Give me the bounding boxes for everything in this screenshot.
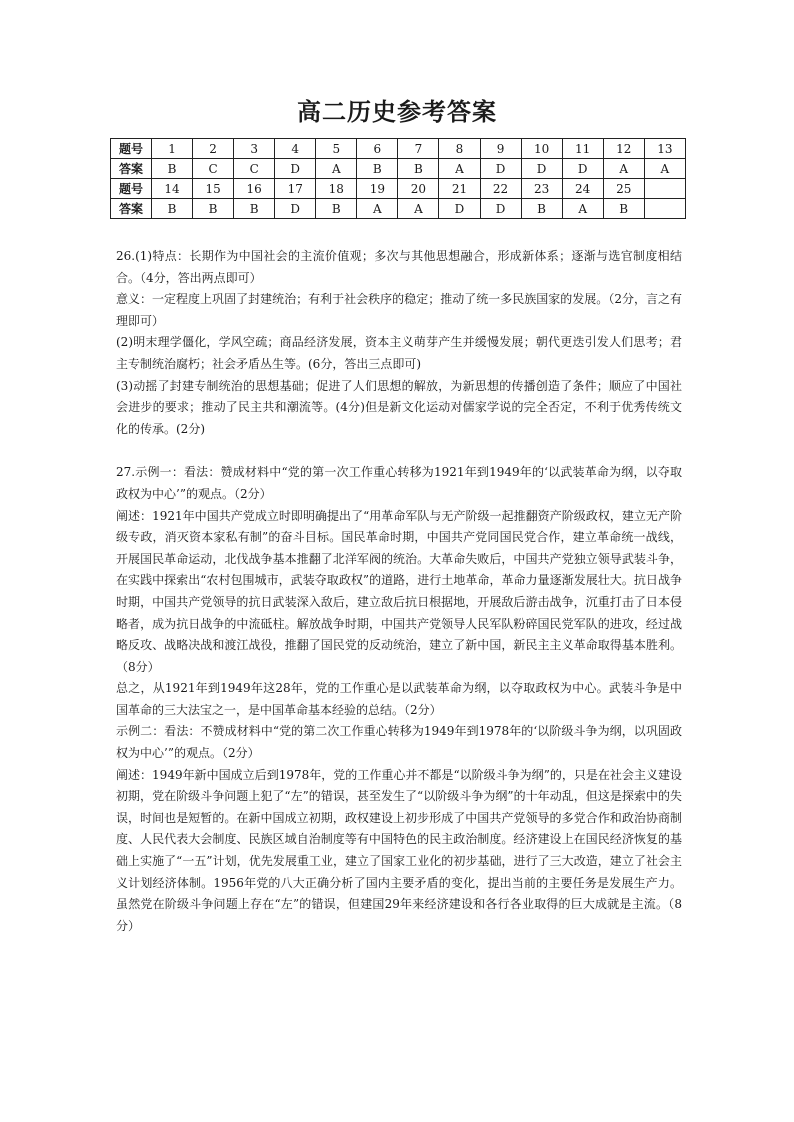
page-title: 高二历史参考答案 bbox=[297, 98, 497, 126]
answer-cell: D bbox=[562, 159, 603, 179]
answer-table-row bbox=[111, 179, 686, 199]
answer-cell: A bbox=[439, 159, 480, 179]
answer-cell: A bbox=[562, 199, 603, 219]
answer-table bbox=[110, 138, 686, 219]
answer-table-row bbox=[111, 159, 686, 179]
answer-cell: 7 bbox=[398, 139, 439, 159]
answer-cell: 3 bbox=[234, 139, 275, 159]
answer-paragraph: (3)动摇了封建专制统治的思想基础；促进了人们思想的解放，为新思想的传播创造了条件；顺应了中国社会进步的要求；推动了民主共和潮流等。(4分)但是新文化运动对儒家学说的完全否定，不利于优秀传统文化的传承。(2分) bbox=[116, 378, 682, 436]
answer-cell: 6 bbox=[357, 139, 398, 159]
answer-cell: 25 bbox=[603, 179, 644, 199]
answer-cell: C bbox=[193, 159, 234, 179]
answer-cell: 8 bbox=[439, 139, 480, 159]
answer-paragraph: 示例二：看法：不赞成材料中“党的第二次工作重心转移为1949年到1978年的‘以阶级斗争为纲，以巩固政权为中心’”的观点。（2分） bbox=[116, 724, 682, 761]
row-header: 答案 bbox=[111, 159, 152, 179]
row-header: 答案 bbox=[111, 199, 152, 219]
answer-cell: A bbox=[398, 199, 439, 219]
answer-cell: 20 bbox=[398, 179, 439, 199]
section-gap bbox=[116, 440, 682, 462]
answer-cell: B bbox=[316, 199, 357, 219]
answer-cell: 24 bbox=[562, 179, 603, 199]
answer-cell: 10 bbox=[521, 139, 562, 159]
answer-cell: B bbox=[234, 199, 275, 219]
answer-cell: B bbox=[152, 159, 193, 179]
answer-cell: D bbox=[480, 199, 521, 219]
answer-cell: 19 bbox=[357, 179, 398, 199]
answer-cell: 22 bbox=[480, 179, 521, 199]
answer-cell: D bbox=[439, 199, 480, 219]
answer-cell: 13 bbox=[644, 139, 685, 159]
answer-explanations bbox=[116, 246, 682, 937]
answer-paragraph: 总之，从1921年到1949年这28年，党的工作重心是以武装革命为纲，以夺取政权为中心。武装斗争是中国革命的三大法宝之一，是中国革命基本经验的总结。（2分） bbox=[116, 681, 682, 717]
answer-cell: D bbox=[521, 159, 562, 179]
answer-cell: 5 bbox=[316, 139, 357, 159]
answer-cell: 2 bbox=[193, 139, 234, 159]
row-header: 题号 bbox=[111, 139, 152, 159]
answer-paragraph: 阐述：1921年中国共产党成立时即明确提出了“用革命军队与无产阶级一起推翻资产阶级政权，建立无产阶级专政，消灭资本家私有制”的奋斗目标。国民革命时期，中国共产党同国民党合作，建立革命统一战线，开展国民革命运动，北伐战争基本推翻了北洋军阀的统治。大革命失败后，中国共产党独立领导武装斗争，在实践中探索出“农村包围城市，武装夺取政权”的道路，进行土地革命，革命力量逐渐发展壮大。抗日战争时期，中国共产党领导的抗日武装深入敌后，建立敌后抗日根据地，开展敌后游击战争，沉重打击了日本侵略者，成为抗日战争的中流砥柱。解放战争时期，中国共产党领导人民军队粉碎国民党军队的进攻，经过战略反攻、战略决战和渡江战役，推翻了国民党的反动统治，建立了新中国，新民主主义革命取得基本胜利。（8分） bbox=[116, 508, 682, 674]
answer-cell: A bbox=[644, 159, 685, 179]
answer-cell: D bbox=[480, 159, 521, 179]
answer-cell: 17 bbox=[275, 179, 316, 199]
answer-paragraph: 阐述：1949年新中国成立后到1978年，党的工作重心并不都是“以阶级斗争为纲”的，只是在社会主义建设初期，党在阶级斗争问题上犯了“左”的错误，甚至发生了“以阶级斗争为纲”的十年动乱，但这是探索中的失误，时间也是短暂的。在新中国成立初期，政权建设上初步形成了中国共产党领导的多党合作和政治协商制度、人民代表大会制度、民族区域自治制度等有中国特色的民主政治制度。经济建设上在国民经济恢复的基础上实施了“一五”计划，优先发展重工业，建立了国家工业化的初步基础，进行了三大改造，建立了社会主义计划经济体制。1956年党的八大正确分析了国内主要矛盾的变化，提出当前的主要任务是发展生产力。虽然党在阶级斗争问题上存在“左”的错误，但建国29年来经济建设和各行各业取得的巨大成就是主流。（8分） bbox=[116, 767, 682, 933]
answer-cell: D bbox=[275, 199, 316, 219]
answer-cell: 9 bbox=[480, 139, 521, 159]
answer-cell: 15 bbox=[193, 179, 234, 199]
answer-cell: 4 bbox=[275, 139, 316, 159]
answer-table-row bbox=[111, 139, 686, 159]
answer-cell: B bbox=[521, 199, 562, 219]
answer-cell: B bbox=[398, 159, 439, 179]
answer-cell: B bbox=[193, 199, 234, 219]
answer-cell bbox=[644, 179, 685, 199]
answer-cell: 21 bbox=[439, 179, 480, 199]
answer-cell: D bbox=[275, 159, 316, 179]
answer-cell: A bbox=[316, 159, 357, 179]
answer-cell: 14 bbox=[152, 179, 193, 199]
answer-cell: B bbox=[357, 159, 398, 179]
answer-cell: A bbox=[357, 199, 398, 219]
answer-cell: 18 bbox=[316, 179, 357, 199]
answer-cell: 11 bbox=[562, 139, 603, 159]
answer-paragraph: (2)明末理学僵化，学风空疏；商品经济发展，资本主义萌芽产生并缓慢发展；朝代更迭引发人们思考；君主专制统治腐朽；社会矛盾丛生等。(6分，答出三点即可) bbox=[116, 335, 682, 371]
answer-cell bbox=[644, 199, 685, 219]
answer-cell: 16 bbox=[234, 179, 275, 199]
answer-table-row bbox=[111, 199, 686, 219]
answer-cell: 23 bbox=[521, 179, 562, 199]
answer-paragraph: 26.(1)特点：长期作为中国社会的主流价值观；多次与其他思想融合，形成新体系；逐渐与选官制度相结合。（4分，答出两点即可） bbox=[116, 249, 682, 285]
answer-cell: B bbox=[603, 199, 644, 219]
answer-paragraph: 27.示例一：看法：赞成材料中“党的第一次工作重心转移为1921年到1949年的‘以武装革命为纲，以夺取政权为中心’”的观点。（2分） bbox=[116, 465, 682, 501]
row-header: 题号 bbox=[111, 179, 152, 199]
answer-cell: C bbox=[234, 159, 275, 179]
answer-cell: 1 bbox=[152, 139, 193, 159]
answer-paragraph: 意义：一定程度上巩固了封建统治；有利于社会秩序的稳定；推动了统一多民族国家的发展。（2分，言之有理即可） bbox=[116, 292, 682, 328]
answer-cell: 12 bbox=[603, 139, 644, 159]
answer-table-body bbox=[111, 139, 686, 219]
answer-cell: A bbox=[603, 159, 644, 179]
answer-cell: B bbox=[152, 199, 193, 219]
